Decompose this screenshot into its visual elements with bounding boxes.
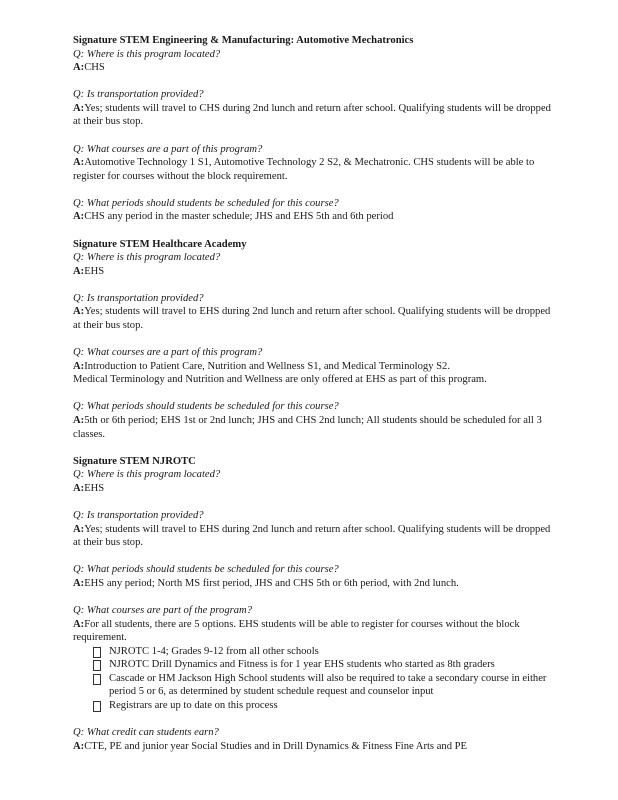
answer-text: EHS xyxy=(84,482,105,494)
list-item-text: NJROTC 1-4; Grades 9-12 from all other schools xyxy=(109,645,319,657)
answer-label: A: xyxy=(73,618,85,630)
answer xyxy=(73,156,553,183)
list-item xyxy=(93,672,553,699)
list-item xyxy=(93,699,553,713)
answer-label: A: xyxy=(73,157,85,169)
list-item xyxy=(93,658,553,672)
answer-label: A: xyxy=(73,482,85,494)
answer-label: A: xyxy=(73,577,85,589)
question: Q: Where is this program located? xyxy=(73,469,221,481)
answer-note: Medical Terminology and Nutrition and Wellness are only offered at EHS as part of this program. xyxy=(73,374,487,386)
answer xyxy=(73,618,553,645)
answer-label: A: xyxy=(73,62,85,74)
question: Q: What courses are a part of this program? xyxy=(73,347,263,359)
section-heading: Signature STEM NJROTC xyxy=(73,455,196,467)
answer xyxy=(73,740,553,754)
answer-text: Yes; students will travel to CHS during 2nd lunch and return after school. Qualifying students will be dropped at their bus stop. xyxy=(73,102,551,128)
section-heading: Signature STEM Healthcare Academy xyxy=(73,238,247,250)
answer-label: A: xyxy=(73,265,85,277)
question: Q: Is transportation provided? xyxy=(73,509,204,521)
question: Q: What courses are part of the program? xyxy=(73,604,253,616)
answer-text: EHS xyxy=(84,265,105,277)
answer-label: A: xyxy=(73,360,85,372)
section-healthcare-academy xyxy=(73,238,553,442)
answer xyxy=(73,360,553,374)
answer xyxy=(73,305,553,332)
answer-text: For all students, there are 5 options. EHS students will be able to register for courses without the block requirement. xyxy=(73,618,520,644)
question: Q: What periods should students be scheduled for this course? xyxy=(73,197,339,209)
answer-label: A: xyxy=(73,102,85,114)
answer-label: A: xyxy=(73,523,85,535)
bullet-box-icon xyxy=(93,701,101,712)
answer xyxy=(73,265,553,279)
answer xyxy=(73,61,553,75)
answer-text: EHS any period; North MS first period, JHS and CHS 5th or 6th period, with 2nd lunch. xyxy=(84,577,459,589)
list-item xyxy=(93,645,553,659)
answer xyxy=(73,210,553,224)
answer xyxy=(73,577,553,591)
question: Q: Where is this program located? xyxy=(73,48,221,60)
bullet-box-icon xyxy=(93,674,101,685)
answer-text: CTE, PE and junior year Social Studies and in Drill Dynamics & Fitness Fine Arts and PE xyxy=(84,740,468,752)
section-automotive-mechatronics xyxy=(73,34,553,224)
question: Q: Is transportation provided? xyxy=(73,89,204,101)
answer-label: A: xyxy=(73,211,85,223)
answer-text: CHS any period in the master schedule; JHS and EHS 5th and 6th period xyxy=(84,211,394,223)
answer-text: 5th or 6th period; EHS 1st or 2nd lunch; JHS and CHS 2nd lunch; All students should be scheduled for all 3 classes. xyxy=(73,414,542,440)
document-page xyxy=(73,34,553,753)
question: Q: Is transportation provided? xyxy=(73,292,204,304)
question: Q: Where is this program located? xyxy=(73,252,221,264)
answer-text: Introduction to Patient Care, Nutrition and Wellness S1, and Medical Terminology S2. xyxy=(84,360,450,372)
list-item-text: Cascade or HM Jackson High School students will also be required to take a secondary course in either period 5 or 6, as determined by student schedule request and counselor input xyxy=(109,672,547,698)
section-heading: Signature STEM Engineering & Manufacturing: Automotive Mechatronics xyxy=(73,35,414,46)
bullet-box-icon xyxy=(93,660,101,671)
question: Q: What periods should students be scheduled for this course? xyxy=(73,401,339,413)
options-list xyxy=(73,645,553,713)
list-item-text: NJROTC Drill Dynamics and Fitness is for 1 year EHS students who started as 8th graders xyxy=(109,659,495,671)
question: Q: What courses are a part of this program? xyxy=(73,143,263,155)
answer-label: A: xyxy=(73,306,85,318)
answer-text: Yes; students will travel to EHS during 2nd lunch and return after school. Qualifying students will be dropped at their bus stop. xyxy=(73,523,551,549)
section-njrotc xyxy=(73,455,553,754)
answer-text: Automotive Technology 1 S1, Automotive Technology 2 S2, & Mechatronic. CHS students will be able to register for courses without the block requirement. xyxy=(73,157,535,182)
answer-text: CHS xyxy=(84,62,105,74)
answer xyxy=(73,102,553,129)
bullet-box-icon xyxy=(93,647,101,658)
answer-label: A: xyxy=(73,740,85,752)
answer xyxy=(73,482,553,496)
question: Q: What periods should students be scheduled for this course? xyxy=(73,564,339,576)
question: Q: What credit can students earn? xyxy=(73,727,219,739)
answer xyxy=(73,523,553,550)
answer xyxy=(73,414,553,441)
list-item-text: Registrars are up to date on this process xyxy=(109,700,278,712)
answer-label: A: xyxy=(73,414,85,426)
answer-text: Yes; students will travel to EHS during 2nd lunch and return after school. Qualifying students will be dropped at their bus stop. xyxy=(73,306,551,331)
